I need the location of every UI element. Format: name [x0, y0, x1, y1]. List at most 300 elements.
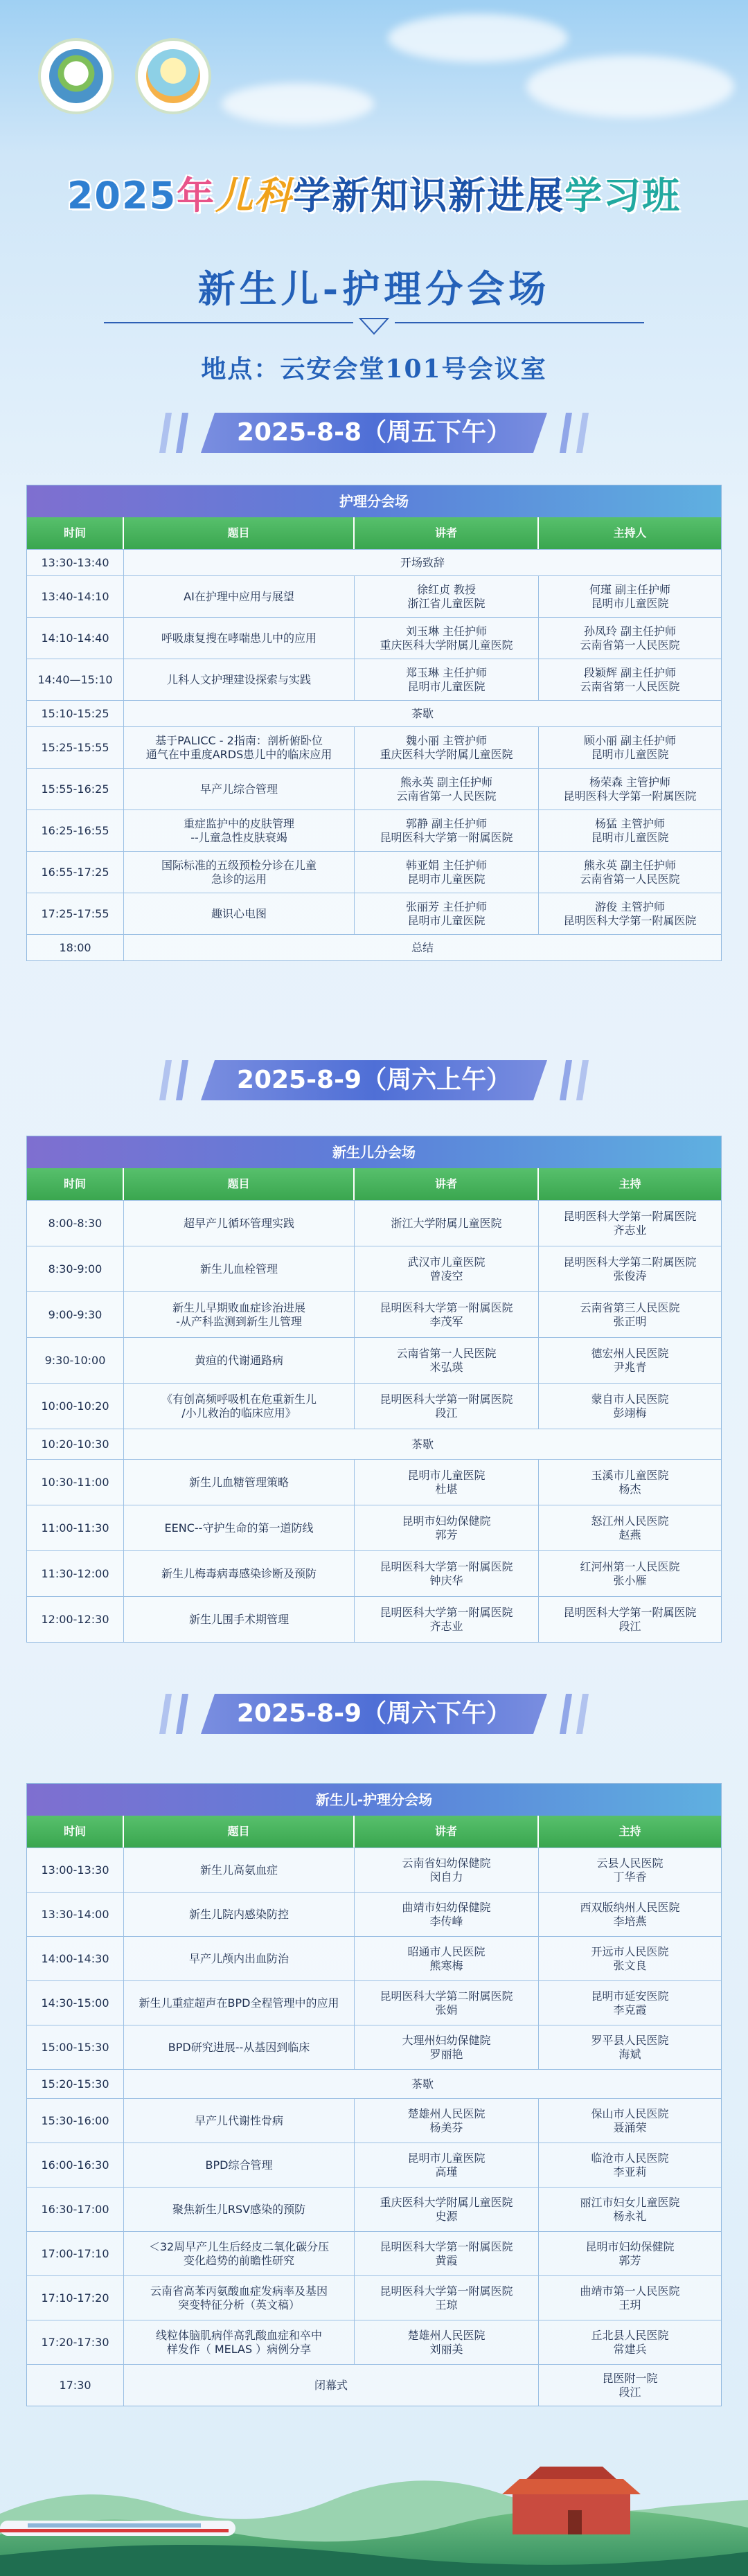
row-host	[539, 1292, 721, 1337]
speaker-line: 昆明市儿童医院	[407, 913, 486, 927]
table-row	[27, 1936, 721, 1980]
speaker-line: 曾凌空	[429, 1269, 463, 1282]
row-span-label: 开场致辞	[400, 555, 445, 569]
table-row	[27, 1459, 721, 1505]
topic-line: 呼吸康复搜在哮喘患儿中的应用	[161, 631, 317, 645]
host-line: 段江	[618, 1619, 641, 1633]
row-speaker	[355, 769, 539, 810]
speaker-line: 杜堪	[435, 1482, 458, 1496]
column-header-topic: 题目	[124, 517, 355, 549]
topic-line: BPD研究进展--从基因到临床	[168, 2040, 310, 2054]
row-time: 8:00-8:30	[27, 1201, 124, 1246]
row-speaker	[355, 2099, 539, 2143]
topic-line: 聚焦新生儿RSV感染的预防	[172, 2202, 306, 2216]
row-speaker	[355, 2320, 539, 2364]
topic-line: 新生儿血糖管理策略	[188, 1475, 289, 1489]
speaker-line: 高瑾	[435, 2165, 458, 2179]
table-venue-title: 新生儿分会场	[27, 1136, 721, 1168]
speaker-line: 云南省第一人民医院	[396, 1346, 497, 1360]
host-line: 昆明医科大学第一附属医院	[563, 789, 697, 803]
row-time: 13:00-13:30	[27, 1848, 124, 1892]
table-row	[27, 1337, 721, 1383]
speaker-line: 浙江省儿童医院	[407, 596, 486, 610]
column-header-topic: 题目	[124, 1168, 355, 1200]
host-line: 赵燕	[618, 1528, 641, 1541]
host-line: 聂涌荣	[613, 2120, 647, 2134]
speaker-line: 浙江大学附属儿童医院	[391, 1216, 502, 1230]
row-time: 16:30-17:00	[27, 2188, 124, 2231]
row-host	[539, 1505, 721, 1550]
row-time: 12:00-12:30	[27, 1597, 124, 1642]
topic-line: 《有创高频呼吸机在危重新生儿	[161, 1392, 317, 1406]
row-host	[539, 1384, 721, 1429]
row-topic	[124, 1460, 355, 1505]
host-line: 昆明市儿童医院	[591, 596, 669, 610]
column-header-time: 时间	[27, 1816, 124, 1848]
row-time: 13:30-13:40	[27, 550, 124, 575]
date-ribbon	[152, 1056, 596, 1104]
speaker-line: 齐志业	[429, 1619, 463, 1633]
column-header-time: 时间	[27, 1168, 124, 1200]
host-line: 张正明	[613, 1314, 647, 1328]
host-line: 临沧市人民医院	[591, 2151, 669, 2165]
host-line: 杨荣森 主管护师	[589, 775, 671, 789]
speaker-line: 米弘瑛	[429, 1360, 463, 1374]
table-venue-title: 护理分会场	[27, 485, 721, 517]
schedule-table	[26, 1136, 722, 1643]
host-line: 罗平县人民医院	[591, 2033, 669, 2047]
topic-line: 新生儿院内感染防控	[188, 1907, 289, 1921]
row-host	[539, 2276, 721, 2320]
row-time: 11:00-11:30	[27, 1505, 124, 1550]
speaker-line: 张丽芳 主任护师	[405, 900, 488, 913]
host-line: 昆明医科大学第一附属医院	[563, 1605, 697, 1619]
row-topic	[124, 1505, 355, 1550]
table-row	[27, 2364, 721, 2406]
speaker-line: 昆明医科大学第一附属医院	[380, 1392, 513, 1406]
host-line: 孙凤玲 副主任护师	[583, 624, 677, 638]
table-row	[27, 659, 721, 700]
topic-line: 变化趋势的前瞻性研究	[183, 2253, 294, 2267]
row-host	[539, 1246, 721, 1291]
speaker-line: 昆明市儿童医院	[407, 872, 486, 886]
row-host	[539, 1338, 721, 1383]
logo-group	[38, 38, 211, 114]
speaker-line: 楚雄州人民医院	[407, 2107, 486, 2120]
table-row	[27, 700, 721, 726]
speaker-line: 武汉市儿童医院	[407, 1255, 486, 1269]
row-speaker	[355, 1201, 539, 1246]
row-host	[539, 2188, 721, 2231]
page-subtitle: 新生儿-护理分会场	[197, 267, 551, 311]
speaker-line: 昆明市妇幼保健院	[402, 1514, 491, 1528]
row-time: 15:25-15:55	[27, 727, 124, 768]
row-host	[539, 1551, 721, 1596]
society-emblem-icon	[38, 38, 114, 114]
date-ribbon-label: 2025-8-9（周六下午）	[236, 1699, 512, 1728]
host-line: 昆明医科大学第一附属医院	[563, 913, 697, 927]
kids-festival-emblem-icon	[135, 38, 211, 114]
host-line: 丽江市妇女儿童医院	[580, 2195, 680, 2209]
row-host	[539, 2025, 721, 2069]
row-topic	[124, 727, 355, 768]
topic-line: BPD综合管理	[205, 2158, 273, 2172]
speaker-line: 昆明医科大学第一附属医院	[380, 830, 513, 844]
row-time: 15:10-15:25	[27, 701, 124, 726]
row-speaker	[355, 1505, 539, 1550]
row-host	[539, 810, 721, 851]
table-row	[27, 893, 721, 934]
topic-line: AI在护理中应用与展望	[184, 589, 294, 603]
table-column-headers	[27, 1816, 721, 1848]
row-speaker	[355, 659, 539, 700]
date-ribbon	[152, 409, 596, 457]
row-host	[539, 2232, 721, 2275]
row-speaker	[355, 2188, 539, 2231]
speaker-line: 钟庆华	[429, 1573, 463, 1587]
row-host	[539, 769, 721, 810]
host-line: 海斌	[618, 2047, 641, 2061]
row-topic	[124, 2025, 355, 2069]
speaker-line: 昆明医科大学第一附属医院	[380, 2239, 513, 2253]
row-topic	[124, 1384, 355, 1429]
row-topic	[124, 893, 355, 934]
speaker-line: 李茂军	[429, 1314, 463, 1328]
host-line: 游俊 主管护师	[594, 900, 666, 913]
row-host	[539, 893, 721, 934]
date-ribbon-label: 2025-8-9（周六上午）	[236, 1066, 512, 1094]
row-speaker	[355, 2143, 539, 2187]
row-topic	[124, 1937, 355, 1980]
row-time: 15:55-16:25	[27, 769, 124, 810]
row-host	[539, 1460, 721, 1505]
topic-line: 国际标准的五级预检分诊在儿童	[161, 858, 317, 872]
host-line: 丘北县人民医院	[591, 2328, 669, 2342]
row-speaker	[355, 1338, 539, 1383]
row-topic	[124, 618, 355, 659]
speaker-line: 熊永英 副主任护师	[400, 775, 493, 789]
speaker-line: 昆明市儿童医院	[407, 2151, 486, 2165]
speaker-line: 刘丽美	[429, 2342, 463, 2356]
row-topic	[124, 852, 355, 893]
host-line: 云南省第一人民医院	[580, 679, 680, 693]
row-host	[539, 659, 721, 700]
speaker-line: 昆明市儿童医院	[407, 679, 486, 693]
row-time: 9:00-9:30	[27, 1292, 124, 1337]
host-line: 曲靖市第一人民医院	[580, 2284, 680, 2298]
row-time: 18:00	[27, 935, 124, 960]
row-topic	[124, 1338, 355, 1383]
table-row	[27, 2069, 721, 2098]
topic-line: 突变特征分析（英文稿）	[177, 2298, 300, 2311]
schedule-table	[26, 1783, 722, 2406]
row-topic	[124, 1848, 355, 1892]
row-time: 10:20-10:30	[27, 1429, 124, 1459]
table-row	[27, 2025, 721, 2069]
table-column-headers	[27, 517, 721, 549]
row-time: 14:10-14:40	[27, 618, 124, 659]
table-row	[27, 768, 721, 810]
table-row	[27, 1505, 721, 1550]
table-row	[27, 1383, 721, 1429]
speaker-line: 大理州妇幼保健院	[402, 2033, 491, 2047]
row-speaker	[355, 727, 539, 768]
speaker-line: 魏小丽 主管护师	[405, 733, 488, 747]
row-host	[539, 1201, 721, 1246]
row-speaker	[355, 852, 539, 893]
title-ke: 儿科	[215, 174, 294, 217]
row-time: 17:00-17:10	[27, 2232, 124, 2275]
row-time: 11:30-12:00	[27, 1551, 124, 1596]
speaker-line: 曲靖市妇幼保健院	[402, 1900, 491, 1914]
table-row	[27, 2231, 721, 2275]
topic-line: -从产科监测到新生儿管理	[176, 1314, 302, 1328]
host-line: 开远市人民医院	[591, 1944, 669, 1958]
table-row	[27, 726, 721, 768]
speaker-line: 重庆医科大学附属儿童医院	[380, 638, 513, 652]
row-time: 17:25-17:55	[27, 893, 124, 934]
row-speaker	[355, 2276, 539, 2320]
row-speaker	[355, 893, 539, 934]
speaker-line: 昆明医科大学第一附属医院	[380, 1605, 513, 1619]
speaker-line: 昆明医科大学第一附属医院	[380, 2284, 513, 2298]
divider-arrow-icon	[104, 317, 644, 335]
row-host	[539, 1848, 721, 1892]
table-row	[27, 2098, 721, 2143]
host-line: 丁华香	[613, 1870, 647, 1884]
row-host	[539, 1937, 721, 1980]
row-time: 15:00-15:30	[27, 2025, 124, 2069]
topic-line: 新生儿重症超声在BPD全程管理中的应用	[139, 1996, 339, 2010]
speaker-line: 段江	[435, 1406, 458, 1420]
date-ribbon	[152, 1690, 596, 1738]
host-line: 王玥	[618, 2298, 641, 2311]
row-speaker	[355, 2232, 539, 2275]
speaker-line: 昭通市人民医院	[407, 1944, 486, 1958]
topic-line: 样发作（ MELAS ）病例分享	[166, 2342, 312, 2356]
title-nian: 年	[177, 174, 216, 217]
speaker-line: 云南省妇幼保健院	[402, 1856, 491, 1870]
topic-line: 早产儿颅内出血防治	[188, 1951, 289, 1965]
table-row	[27, 617, 721, 659]
host-line: 怒江州人民医院	[591, 1514, 669, 1528]
topic-line: 通气在中重度ARDS患儿中的临床应用	[145, 747, 332, 761]
speaker-line: 史源	[435, 2209, 458, 2223]
row-speaker	[355, 1551, 539, 1596]
row-time: 8:30-9:00	[27, 1246, 124, 1291]
host-line: 昆明市延安医院	[591, 1989, 669, 2003]
host-line: 红河州第一人民医院	[580, 1559, 680, 1573]
topic-line: 新生儿血栓管理	[199, 1262, 278, 1276]
row-topic	[124, 1201, 355, 1246]
row-span-label: 茶歇	[411, 706, 434, 720]
host-line: 熊永英 副主任护师	[583, 858, 677, 872]
row-host	[539, 852, 721, 893]
host-line: 张俊涛	[613, 1269, 647, 1282]
table-row	[27, 2320, 721, 2364]
host-line: 尹兆青	[613, 1360, 647, 1374]
row-time: 13:30-14:00	[27, 1893, 124, 1936]
topic-line: 新生儿早期败血症诊治进展	[172, 1300, 305, 1314]
column-header-speaker: 讲者	[355, 1168, 539, 1200]
column-header-time: 时间	[27, 517, 124, 549]
row-span-label: 闭幕式	[124, 2365, 539, 2406]
host-line: 保山市人民医院	[591, 2107, 669, 2120]
row-topic	[124, 1551, 355, 1596]
row-time: 9:30-10:00	[27, 1338, 124, 1383]
title-ban: 学习班	[564, 174, 682, 217]
host-line: 何瑾 副主任护师	[589, 582, 671, 596]
row-speaker	[355, 810, 539, 851]
speaker-line: 黄霞	[435, 2253, 458, 2267]
row-host	[539, 2099, 721, 2143]
table-row	[27, 2143, 721, 2187]
column-header-speaker: 讲者	[355, 1816, 539, 1848]
topic-line: /小儿救治的临床应用》	[181, 1406, 296, 1420]
table-column-headers	[27, 1168, 721, 1200]
host-line: 彭翊梅	[613, 1406, 647, 1420]
row-host	[539, 1597, 721, 1642]
host-line: 昆明市儿童医院	[591, 830, 669, 844]
date-ribbon-label: 2025-8-8（周五下午）	[236, 418, 512, 447]
host-line: 郭芳	[618, 2253, 641, 2267]
host-line: 常建兵	[613, 2342, 647, 2356]
table-row	[27, 934, 721, 960]
table-row	[27, 1892, 721, 1936]
topic-line: 早产儿代谢性骨病	[194, 2113, 283, 2127]
row-host	[539, 2143, 721, 2187]
title-rest: 学新知识新进展	[293, 174, 565, 217]
row-topic	[124, 2143, 355, 2187]
speaker-line: 昆明医科大学第一附属医院	[380, 1559, 513, 1573]
row-topic	[124, 810, 355, 851]
table-row	[27, 1550, 721, 1596]
table-row	[27, 851, 721, 893]
row-speaker	[355, 1937, 539, 1980]
row-topic	[124, 1292, 355, 1337]
row-time: 14:40—15:10	[27, 659, 124, 700]
host-line: 云南省第一人民医院	[580, 638, 680, 652]
host-line: 云南省第三人民医院	[580, 1300, 680, 1314]
host-line: 昆明市儿童医院	[591, 747, 669, 761]
speaker-line: 熊寒梅	[429, 1958, 463, 1972]
host-line: 李培燕	[613, 1914, 647, 1928]
host-line: 云南省第一人民医院	[580, 872, 680, 886]
row-time: 15:20-15:30	[27, 2070, 124, 2098]
row-host	[539, 1981, 721, 2025]
speaker-line: 昆明医科大学第二附属医院	[380, 1989, 513, 2003]
host-line: 玉溪市儿童医院	[591, 1468, 669, 1482]
row-time: 13:40-14:10	[27, 576, 124, 617]
cloud-decoration	[388, 14, 568, 62]
row-span-label: 茶歇	[411, 1437, 434, 1451]
column-header-host: 主持	[539, 1816, 721, 1848]
speaker-line: 杨美芬	[429, 2120, 463, 2134]
host-line: 杨猛 主管护师	[594, 816, 666, 830]
row-speaker	[355, 2025, 539, 2069]
speaker-line: 楚雄州人民医院	[407, 2328, 486, 2342]
table-row	[27, 1429, 721, 1459]
table-row	[27, 1596, 721, 1642]
host-line: 段江	[618, 2385, 641, 2399]
row-topic	[124, 1246, 355, 1291]
host-line: 昆明医科大学第二附属医院	[563, 1255, 697, 1269]
table-row	[27, 1246, 721, 1291]
row-topic	[124, 659, 355, 700]
row-speaker	[355, 1981, 539, 2025]
topic-line: 儿科人文护理建设探索与实践	[166, 672, 311, 686]
table-venue-title: 新生儿-护理分会场	[27, 1784, 721, 1816]
row-time: 10:00-10:20	[27, 1384, 124, 1429]
table-row	[27, 1980, 721, 2025]
speaker-line: 郭芳	[435, 1528, 458, 1541]
speaker-line: 李传峰	[429, 1914, 463, 1928]
row-host	[539, 618, 721, 659]
speaker-line: 昆明市儿童医院	[407, 1468, 486, 1482]
schedule-table	[26, 485, 722, 961]
topic-line: 急诊的运用	[211, 872, 267, 886]
row-span-label: 茶歇	[411, 2077, 434, 2091]
row-topic	[124, 2188, 355, 2231]
host-line: 顾小丽 副主任护师	[583, 733, 677, 747]
column-header-host: 主持人	[539, 517, 721, 549]
topic-line: 线粒体脑肌病伴高乳酸血症和卒中	[155, 2328, 322, 2342]
speaker-line: 云南省第一人民医院	[396, 789, 497, 803]
speaker-line: 徐红贞 教授	[416, 582, 477, 596]
row-time: 16:00-16:30	[27, 2143, 124, 2187]
table-row	[27, 1848, 721, 1892]
speaker-line: 郑玉琳 主任护师	[405, 665, 488, 679]
row-time: 14:30-15:00	[27, 1981, 124, 2025]
topic-line: ＜32周早产儿生后经皮二氧化碳分压	[148, 2239, 330, 2253]
host-line: 蒙自市人民医院	[591, 1392, 669, 1406]
table-row	[27, 810, 721, 851]
row-speaker	[355, 1246, 539, 1291]
row-speaker	[355, 1292, 539, 1337]
speaker-line: 王琼	[435, 2298, 458, 2311]
host-line: 昆明医科大学第一附属医院	[563, 1209, 697, 1223]
row-topic	[124, 2099, 355, 2143]
speaker-line: 张娟	[435, 2003, 458, 2016]
row-time: 10:30-11:00	[27, 1460, 124, 1505]
host-line: 杨永礼	[613, 2209, 647, 2223]
cloud-decoration	[222, 83, 374, 125]
topic-line: 重症监护中的皮肤管理	[183, 816, 294, 830]
table-row	[27, 2187, 721, 2231]
column-header-host: 主持	[539, 1168, 721, 1200]
host-line: 杨杰	[618, 1482, 641, 1496]
speaker-line: 闵自力	[429, 1870, 463, 1884]
topic-line: 新生儿围手术期管理	[188, 1612, 289, 1626]
table-row	[27, 549, 721, 575]
row-speaker	[355, 1893, 539, 1936]
table-row	[27, 1200, 721, 1246]
row-host	[539, 2320, 721, 2364]
topic-line: 云南省高苯丙氨酸血症发病率及基因	[150, 2284, 328, 2298]
footer-landscape-illustration	[0, 2451, 748, 2576]
speaker-line: 重庆医科大学附属儿童医院	[380, 747, 513, 761]
row-time: 16:25-16:55	[27, 810, 124, 851]
row-host	[539, 1893, 721, 1936]
table-row	[27, 575, 721, 617]
row-speaker	[355, 1597, 539, 1642]
row-host	[539, 2365, 721, 2406]
row-host	[539, 727, 721, 768]
topic-line: 早产儿综合管理	[199, 782, 278, 796]
row-topic	[124, 2320, 355, 2364]
row-topic	[124, 2276, 355, 2320]
row-topic	[124, 1893, 355, 1936]
